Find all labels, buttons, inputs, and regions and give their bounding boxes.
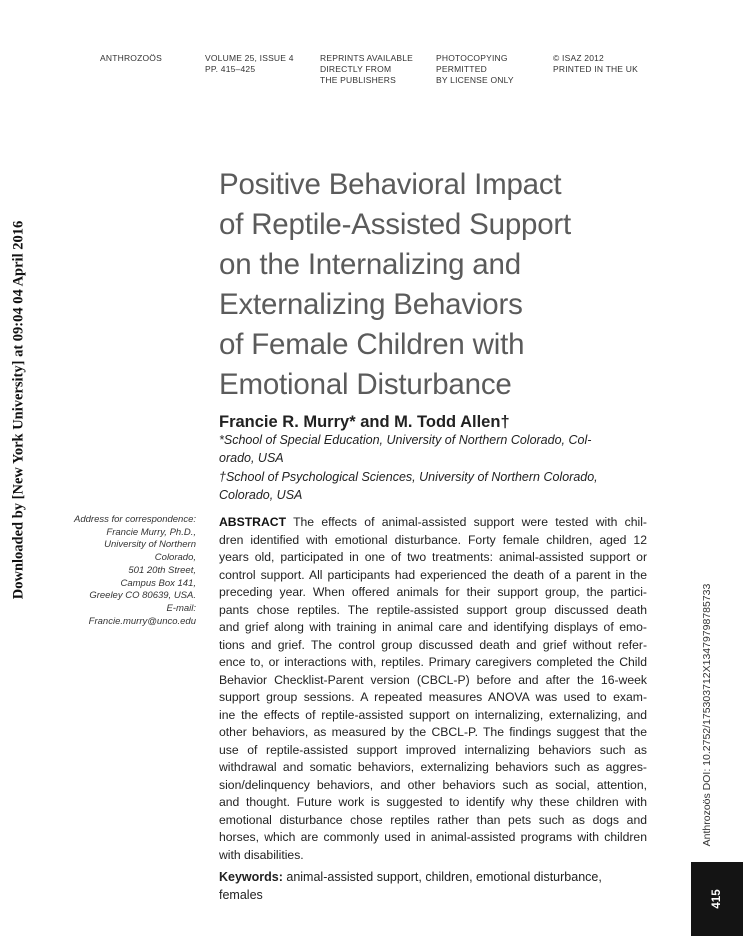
title-line: of Female Children with [219,328,525,361]
abstract-line: ABSTRACT The effects of animal-assisted support were tested with chil- [219,515,647,529]
correspondence-email: Francie.murry@unco.edu [88,615,196,627]
abstract-line: support group sessions. A repeated measures ANOVA was used to exam- [219,690,647,704]
abstract-line: horses, which are commonly used in animal-assisted programs with children [219,830,647,844]
header-photocopying: PHOTOCOPYING PERMITTED BY LICENSE ONLY [436,53,514,85]
affiliation-education: *School of Special Education, University of Northern Colorado, Col- orado, USA [219,433,592,465]
abstract-line: tions and grief. The control group discussed death and grief without refer- [219,637,647,652]
abstract-line: withdrawal and somatic behaviors, externalizing behaviors such as aggres- [219,760,647,774]
title-line: Externalizing Behaviors [219,288,523,321]
author-list: Francie R. Murry* and M. Todd Allen† [219,413,510,431]
header-copyright: © ISAZ 2012 PRINTED IN THE UK [553,53,638,74]
abstract-line: ine the effects of reptile-assisted support on internalizing, externalizing, and [219,707,647,722]
abstract [219,514,647,864]
abstract-line: emotional disturbance chose reptiles rather than pets such as dogs and [219,812,647,827]
title-line: of Reptile-Assisted Support [219,208,572,241]
abstract-line: preceding year. When offered animals for their support group, the partici- [219,585,647,599]
abstract-line: and thought. Future work is suggested to identify why these children with [219,795,647,809]
correspondence-address: Address for correspondence: Francie Murry, Ph.D., University of Northern Colorado, 501 20th Street, Campus Box 141, Greeley CO 80639, USA. E-mail: Francie.murry@unco.edu [40,514,196,628]
keywords [219,868,647,904]
abstract-line: with disabilities. [219,847,304,862]
abstract-line: dren identified with emotional disturbance. Forty female children, aged 12 [219,532,647,547]
keywords-line: females [219,888,263,902]
abstract-line: and grief along with training in animal care and identifying displays of emo- [219,620,647,634]
abstract-line: years old, participated in one of two treatments: animal-assisted support or [219,550,647,564]
abstract-line: Behavior Checklist-Parent version (CBCL-P) before and after the 16-week [219,672,647,687]
abstract-line: other behaviors, as measured by the CBCL-P. The findings suggest that the [219,725,647,739]
abstract-line: control support. All participants had experienced the death of a parent in the [219,567,647,582]
affiliation-psychology: †School of Psychological Sciences, University of Northern Colorado, Colorado, USA [219,470,598,502]
abstract-line: use of reptile-assisted support improved internalizing behaviors such as [219,742,647,757]
abstract-line: sion/delinquency behaviors, and other behaviors such as social, attention, [219,777,647,792]
doi-sidebar: Anthrozoös DOI: 10.2752/175303712X13479798785733 [701,583,713,847]
keywords-line: Keywords: animal-assisted support, children, emotional disturbance, [219,870,602,884]
abstract-line: ence to, or interactions with, reptiles. Primary caregivers completed the Child [219,655,647,669]
title-line: on the Internalizing and [219,248,521,281]
keywords-label: Keywords: [219,870,283,884]
page-number-tab [691,862,743,936]
page-number: 415 [711,889,723,909]
title-line: Emotional Disturbance [219,368,512,401]
header-reprints: REPRINTS AVAILABLE DIRECTLY FROM THE PUBLISHERS [320,53,414,85]
abstract-label: ABSTRACT [219,515,287,529]
abstract-line: pants chose reptiles. The reptile-assisted support group discussed death [219,602,647,617]
download-watermark: Downloaded by [New York University] at 09:04 04 April 2016 [10,220,27,600]
title-line: Positive Behavioral Impact [219,168,562,201]
header-journal: ANTHROZOÖS [100,53,162,63]
header-volume: VOLUME 25, ISSUE 4 PP. 415–425 [205,53,294,74]
article-title [219,165,649,405]
